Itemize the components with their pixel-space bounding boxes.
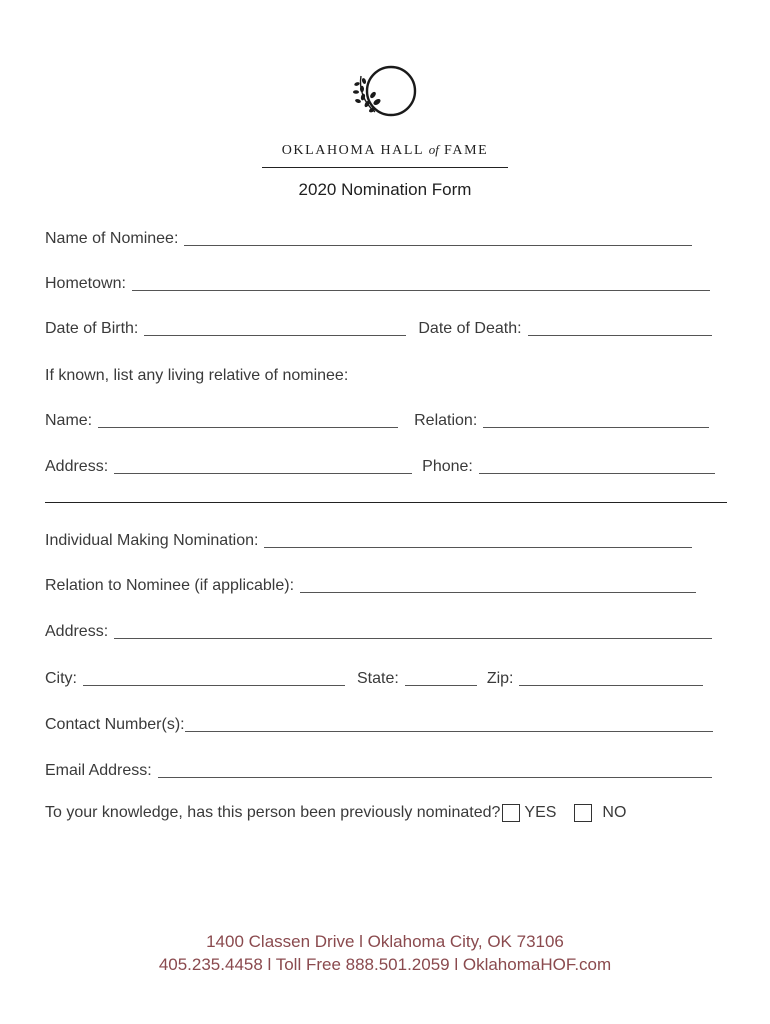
relative-address-field[interactable]	[114, 459, 412, 474]
dod-field[interactable]	[528, 321, 712, 336]
nominator-address-field[interactable]	[114, 624, 712, 639]
no-label: NO	[602, 804, 627, 821]
nominator-address-row	[45, 620, 712, 642]
nominee-name-field[interactable]	[184, 231, 692, 246]
zip-label: Zip:	[486, 670, 514, 687]
header-rule	[262, 167, 508, 168]
nominator-field[interactable]	[264, 533, 692, 548]
city-state-zip-row	[45, 667, 703, 689]
footer-contact: 405.235.4458 l Toll Free 888.501.2059 l OklahomaHOF.com	[158, 955, 612, 974]
question-text: To your knowledge, has this person been previously nominated?	[45, 804, 501, 821]
hometown-label: Hometown:	[45, 275, 126, 292]
nominator-row	[45, 529, 692, 551]
dob-label: Date of Birth:	[45, 320, 139, 337]
relative-prompt: If known, list any living relative of nominee:	[45, 367, 349, 384]
nominator-label: Individual Making Nomination:	[45, 532, 259, 549]
org-name-part2: FAME	[444, 143, 489, 158]
relative-prompt-row	[45, 364, 354, 386]
relative-phone-label: Phone:	[422, 458, 473, 475]
email-field[interactable]	[158, 763, 712, 778]
relation-field[interactable]	[483, 413, 709, 428]
state-field[interactable]	[405, 671, 477, 686]
form-title: 2020 Nomination Form	[298, 180, 472, 199]
no-checkbox[interactable]	[574, 804, 592, 822]
relation-label: Relation:	[414, 412, 478, 429]
contact-label: Contact Number(s):	[45, 716, 185, 733]
nominee-name-label: Name of Nominee:	[45, 230, 179, 247]
relative-name-field[interactable]	[98, 413, 398, 428]
nominator-relation-row	[45, 574, 696, 596]
previous-nomination-question	[45, 804, 636, 822]
yes-label: YES	[524, 804, 557, 821]
city-field[interactable]	[83, 671, 345, 686]
hometown-row	[45, 272, 710, 294]
oklahoma-hof-logo-icon	[345, 62, 421, 122]
org-name-part1: OKLAHOMA HALL	[281, 143, 424, 158]
dod-label: Date of Death:	[418, 320, 522, 337]
birth-death-row	[45, 317, 712, 339]
zip-field[interactable]	[519, 671, 703, 686]
nominator-address-label: Address:	[45, 623, 109, 640]
relative-address-label: Address:	[45, 458, 109, 475]
organization-name	[0, 142, 770, 159]
email-label: Email Address:	[45, 762, 152, 779]
yes-checkbox[interactable]	[502, 804, 520, 822]
state-label: State:	[357, 670, 399, 687]
contact-row	[45, 713, 713, 735]
nominator-relation-field[interactable]	[300, 578, 696, 593]
relative-name-label: Name:	[45, 412, 93, 429]
org-name-of: of	[428, 142, 439, 157]
nominator-relation-label: Relation to Nominee (if applicable):	[45, 577, 295, 594]
relative-address-row	[45, 455, 715, 477]
relative-phone-field[interactable]	[479, 459, 715, 474]
contact-field[interactable]	[185, 717, 713, 732]
nominee-name-row	[45, 227, 692, 249]
footer-address: 1400 Classen Drive l Oklahoma City, OK 73106	[206, 932, 564, 951]
section-divider	[45, 502, 727, 503]
hometown-field[interactable]	[132, 276, 710, 291]
city-label: City:	[45, 670, 77, 687]
email-row	[45, 759, 712, 781]
dob-field[interactable]	[144, 321, 406, 336]
relative-name-row	[45, 409, 709, 431]
